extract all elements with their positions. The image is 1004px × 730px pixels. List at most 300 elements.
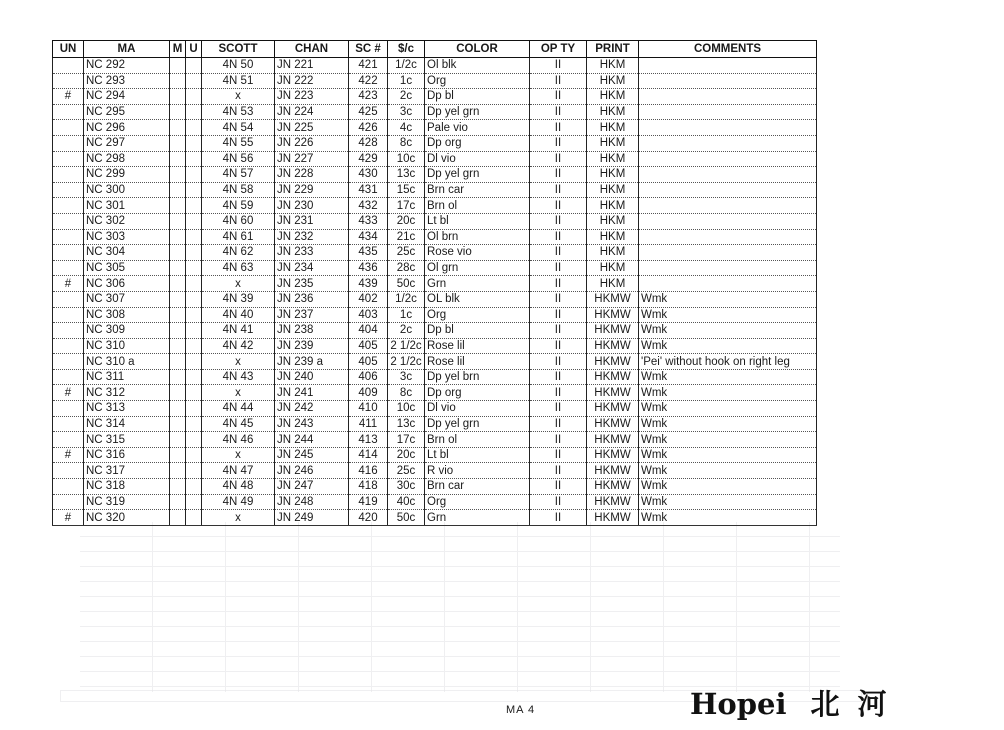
cell-ma: NC 318 — [84, 479, 170, 495]
cell-chan: JN 247 — [275, 479, 349, 495]
cell-print: HKM — [587, 120, 639, 136]
cell-u — [186, 494, 202, 510]
cell-m — [170, 447, 186, 463]
cell-color: Dp org — [425, 385, 530, 401]
cell-print: HKMW — [587, 432, 639, 448]
cell-comments: Wmk — [639, 416, 817, 432]
col-header-chan: CHAN — [275, 41, 349, 58]
cell-ma: NC 314 — [84, 416, 170, 432]
col-header-u: U — [186, 41, 202, 58]
cell-value: 8c — [388, 385, 425, 401]
cell-chan: JN 222 — [275, 73, 349, 89]
cell-m — [170, 151, 186, 167]
cell-print: HKMW — [587, 369, 639, 385]
cell-value: 1c — [388, 307, 425, 323]
cell-u — [186, 120, 202, 136]
cell-comments: Wmk — [639, 323, 817, 339]
cell-ma: NC 309 — [84, 323, 170, 339]
cell-op-ty: II — [530, 354, 587, 370]
cell-print: HKMW — [587, 323, 639, 339]
cell-scott: 4N 49 — [202, 494, 275, 510]
col-header-ma: MA — [84, 41, 170, 58]
cell-print: HKM — [587, 229, 639, 245]
cell-un — [53, 463, 84, 479]
table-row — [53, 58, 817, 74]
cell-u — [186, 369, 202, 385]
table-row — [53, 73, 817, 89]
cell-color: Brn car — [425, 182, 530, 198]
cell-op-ty: II — [530, 58, 587, 74]
cell-comments — [639, 182, 817, 198]
col-header-un: UN — [53, 41, 84, 58]
cell-ma: NC 304 — [84, 245, 170, 261]
cell-m — [170, 260, 186, 276]
cell-u — [186, 510, 202, 526]
cell-scott: 4N 62 — [202, 245, 275, 261]
cell-chan: JN 237 — [275, 307, 349, 323]
cell-ma: NC 319 — [84, 494, 170, 510]
cell-scott: x — [202, 276, 275, 292]
cell-sc-number: 432 — [349, 198, 388, 214]
cell-chan: JN 231 — [275, 213, 349, 229]
cell-un — [53, 307, 84, 323]
cell-sc-number: 419 — [349, 494, 388, 510]
table-row — [53, 89, 817, 105]
cell-chan: JN 235 — [275, 276, 349, 292]
cell-m — [170, 494, 186, 510]
cell-comments: Wmk — [639, 432, 817, 448]
cell-ma: NC 310 — [84, 338, 170, 354]
cell-value: 20c — [388, 447, 425, 463]
cell-value: 50c — [388, 276, 425, 292]
cell-color: Dp yel grn — [425, 104, 530, 120]
cell-m — [170, 229, 186, 245]
cell-comments: Wmk — [639, 479, 817, 495]
cell-chan: JN 224 — [275, 104, 349, 120]
cell-comments: Wmk — [639, 291, 817, 307]
cell-u — [186, 323, 202, 339]
cell-op-ty: II — [530, 510, 587, 526]
cell-color: Org — [425, 307, 530, 323]
cell-un — [53, 291, 84, 307]
cell-u — [186, 354, 202, 370]
cell-u — [186, 401, 202, 417]
cell-scott: x — [202, 510, 275, 526]
cell-comments — [639, 58, 817, 74]
cell-print: HKM — [587, 198, 639, 214]
cell-color: Dl vio — [425, 401, 530, 417]
cell-comments: Wmk — [639, 463, 817, 479]
cell-un — [53, 354, 84, 370]
cell-color: Ol grn — [425, 260, 530, 276]
cell-scott: x — [202, 354, 275, 370]
cell-ma: NC 298 — [84, 151, 170, 167]
cell-op-ty: II — [530, 229, 587, 245]
cell-print: HKMW — [587, 479, 639, 495]
cell-scott: 4N 40 — [202, 307, 275, 323]
cell-ma: NC 312 — [84, 385, 170, 401]
cell-print: HKM — [587, 182, 639, 198]
cell-u — [186, 291, 202, 307]
cell-print: HKM — [587, 260, 639, 276]
col-header-value: $/c — [388, 41, 425, 58]
cell-op-ty: II — [530, 120, 587, 136]
cell-scott: 4N 45 — [202, 416, 275, 432]
cell-un: # — [53, 89, 84, 105]
region-title-cn: 北河 — [810, 687, 905, 721]
cell-m — [170, 479, 186, 495]
cell-chan: JN 238 — [275, 323, 349, 339]
cell-comments: Wmk — [639, 494, 817, 510]
cell-m — [170, 198, 186, 214]
cell-un — [53, 73, 84, 89]
cell-sc-number: 433 — [349, 213, 388, 229]
cell-chan: JN 223 — [275, 89, 349, 105]
cell-sc-number: 416 — [349, 463, 388, 479]
cell-print: HKMW — [587, 338, 639, 354]
col-header-sc-number: SC # — [349, 41, 388, 58]
cell-print: HKM — [587, 104, 639, 120]
cell-op-ty: II — [530, 323, 587, 339]
cell-op-ty: II — [530, 260, 587, 276]
cell-un — [53, 120, 84, 136]
cell-color: Dp bl — [425, 89, 530, 105]
cell-color: OL blk — [425, 291, 530, 307]
cell-m — [170, 510, 186, 526]
table-body — [53, 58, 817, 526]
cell-chan: JN 248 — [275, 494, 349, 510]
cell-u — [186, 167, 202, 183]
cell-ma: NC 303 — [84, 229, 170, 245]
cell-chan: JN 234 — [275, 260, 349, 276]
cell-print: HKM — [587, 167, 639, 183]
cell-u — [186, 338, 202, 354]
col-header-scott: SCOTT — [202, 41, 275, 58]
cell-u — [186, 135, 202, 151]
cell-scott: 4N 58 — [202, 182, 275, 198]
cell-sc-number: 439 — [349, 276, 388, 292]
cell-comments: Wmk — [639, 447, 817, 463]
cell-value: 10c — [388, 151, 425, 167]
header-row — [53, 41, 817, 58]
cell-m — [170, 323, 186, 339]
cell-color: Lt bl — [425, 213, 530, 229]
cell-scott: 4N 60 — [202, 213, 275, 229]
cell-ma: NC 315 — [84, 432, 170, 448]
cell-print: HKMW — [587, 510, 639, 526]
cell-color: Pale vio — [425, 120, 530, 136]
cell-chan: JN 228 — [275, 167, 349, 183]
table-row — [53, 354, 817, 370]
cell-scott: 4N 63 — [202, 260, 275, 276]
cell-ma: NC 300 — [84, 182, 170, 198]
cell-color: Org — [425, 73, 530, 89]
table-row — [53, 369, 817, 385]
cell-ma: NC 295 — [84, 104, 170, 120]
cell-comments: Wmk — [639, 385, 817, 401]
cell-chan: JN 243 — [275, 416, 349, 432]
region-title — [690, 682, 905, 723]
table-row — [53, 135, 817, 151]
cell-un: # — [53, 385, 84, 401]
table-row — [53, 479, 817, 495]
bleed-through-grid — [80, 522, 840, 692]
table-row — [53, 510, 817, 526]
cell-ma: NC 310 a — [84, 354, 170, 370]
cell-m — [170, 385, 186, 401]
cell-chan: JN 221 — [275, 58, 349, 74]
cell-chan: JN 226 — [275, 135, 349, 151]
cell-sc-number: 423 — [349, 89, 388, 105]
cell-value: 15c — [388, 182, 425, 198]
cell-print: HKM — [587, 245, 639, 261]
table-row — [53, 260, 817, 276]
cell-value: 30c — [388, 479, 425, 495]
cell-sc-number: 403 — [349, 307, 388, 323]
cell-ma: NC 308 — [84, 307, 170, 323]
cell-value: 2c — [388, 89, 425, 105]
cell-value: 1/2c — [388, 58, 425, 74]
cell-value: 10c — [388, 401, 425, 417]
cell-sc-number: 406 — [349, 369, 388, 385]
table-row — [53, 338, 817, 354]
cell-chan: JN 232 — [275, 229, 349, 245]
cell-chan: JN 233 — [275, 245, 349, 261]
cell-u — [186, 151, 202, 167]
cell-m — [170, 104, 186, 120]
cell-un — [53, 167, 84, 183]
cell-scott: 4N 46 — [202, 432, 275, 448]
cell-u — [186, 276, 202, 292]
cell-color: Dp yel brn — [425, 369, 530, 385]
cell-u — [186, 385, 202, 401]
cell-op-ty: II — [530, 369, 587, 385]
cell-value: 2c — [388, 323, 425, 339]
cell-color: Org — [425, 494, 530, 510]
table-row — [53, 291, 817, 307]
cell-m — [170, 276, 186, 292]
cell-m — [170, 73, 186, 89]
cell-value: 1/2c — [388, 291, 425, 307]
cell-u — [186, 104, 202, 120]
cell-u — [186, 182, 202, 198]
cell-op-ty: II — [530, 338, 587, 354]
cell-m — [170, 58, 186, 74]
cell-print: HKM — [587, 276, 639, 292]
cell-op-ty: II — [530, 182, 587, 198]
cell-m — [170, 120, 186, 136]
table-row — [53, 213, 817, 229]
cell-ma: NC 293 — [84, 73, 170, 89]
cell-scott: x — [202, 89, 275, 105]
cell-print: HKMW — [587, 385, 639, 401]
cell-comments: Wmk — [639, 338, 817, 354]
cell-un — [53, 151, 84, 167]
col-header-comments: COMMENTS — [639, 41, 817, 58]
cell-value: 21c — [388, 229, 425, 245]
cell-un — [53, 58, 84, 74]
cell-chan: JN 225 — [275, 120, 349, 136]
cell-color: Dp yel grn — [425, 416, 530, 432]
cell-comments: Wmk — [639, 510, 817, 526]
cell-print: HKM — [587, 213, 639, 229]
cell-op-ty: II — [530, 104, 587, 120]
cell-value: 8c — [388, 135, 425, 151]
cell-un — [53, 213, 84, 229]
cell-color: Grn — [425, 276, 530, 292]
cell-u — [186, 73, 202, 89]
cell-ma: NC 299 — [84, 167, 170, 183]
cell-op-ty: II — [530, 463, 587, 479]
cell-sc-number: 414 — [349, 447, 388, 463]
table-row — [53, 245, 817, 261]
cell-u — [186, 307, 202, 323]
cell-op-ty: II — [530, 416, 587, 432]
cell-scott: 4N 43 — [202, 369, 275, 385]
cell-comments: 'Pei' without hook on right leg — [639, 354, 817, 370]
cell-m — [170, 213, 186, 229]
table-row — [53, 323, 817, 339]
cell-m — [170, 182, 186, 198]
cell-comments — [639, 167, 817, 183]
cell-comments — [639, 135, 817, 151]
cell-op-ty: II — [530, 276, 587, 292]
cell-u — [186, 229, 202, 245]
cell-scott: 4N 54 — [202, 120, 275, 136]
cell-value: 2 1/2c — [388, 354, 425, 370]
cell-comments: Wmk — [639, 401, 817, 417]
cell-u — [186, 89, 202, 105]
table-row — [53, 307, 817, 323]
cell-ma: NC 301 — [84, 198, 170, 214]
cell-comments — [639, 151, 817, 167]
table-row — [53, 182, 817, 198]
cell-un: # — [53, 447, 84, 463]
cell-un — [53, 479, 84, 495]
cell-scott: 4N 51 — [202, 73, 275, 89]
table-row — [53, 167, 817, 183]
cell-sc-number: 402 — [349, 291, 388, 307]
cell-value: 20c — [388, 213, 425, 229]
cell-sc-number: 436 — [349, 260, 388, 276]
cell-value: 4c — [388, 120, 425, 136]
cell-scott: 4N 50 — [202, 58, 275, 74]
cell-m — [170, 307, 186, 323]
cell-color: Rose vio — [425, 245, 530, 261]
cell-op-ty: II — [530, 307, 587, 323]
cell-print: HKMW — [587, 291, 639, 307]
cell-m — [170, 89, 186, 105]
cell-u — [186, 479, 202, 495]
cell-value: 40c — [388, 494, 425, 510]
cell-comments — [639, 245, 817, 261]
page-number: MA 4 — [506, 704, 536, 716]
cell-color: Dp yel grn — [425, 167, 530, 183]
cell-sc-number: 413 — [349, 432, 388, 448]
cell-chan: JN 244 — [275, 432, 349, 448]
cell-un: # — [53, 276, 84, 292]
cell-op-ty: II — [530, 151, 587, 167]
cell-u — [186, 213, 202, 229]
cell-value: 2 1/2c — [388, 338, 425, 354]
cell-comments — [639, 276, 817, 292]
cell-u — [186, 463, 202, 479]
cell-m — [170, 338, 186, 354]
cell-ma: NC 297 — [84, 135, 170, 151]
cell-m — [170, 416, 186, 432]
cell-scott: 4N 59 — [202, 198, 275, 214]
cell-color: Ol blk — [425, 58, 530, 74]
table-row — [53, 401, 817, 417]
cell-comments — [639, 89, 817, 105]
cell-sc-number: 435 — [349, 245, 388, 261]
cell-op-ty: II — [530, 89, 587, 105]
cell-op-ty: II — [530, 479, 587, 495]
cell-sc-number: 431 — [349, 182, 388, 198]
cell-color: Rose lil — [425, 354, 530, 370]
cell-sc-number: 420 — [349, 510, 388, 526]
cell-print: HKM — [587, 135, 639, 151]
cell-chan: JN 241 — [275, 385, 349, 401]
cell-comments — [639, 120, 817, 136]
cell-un — [53, 323, 84, 339]
cell-sc-number: 422 — [349, 73, 388, 89]
cell-op-ty: II — [530, 245, 587, 261]
cell-op-ty: II — [530, 135, 587, 151]
cell-un — [53, 338, 84, 354]
cell-value: 25c — [388, 463, 425, 479]
cell-un: # — [53, 510, 84, 526]
cell-color: R vio — [425, 463, 530, 479]
cell-op-ty: II — [530, 494, 587, 510]
cell-sc-number: 434 — [349, 229, 388, 245]
cell-chan: JN 230 — [275, 198, 349, 214]
cell-scott: x — [202, 385, 275, 401]
cell-un — [53, 245, 84, 261]
cell-comments — [639, 198, 817, 214]
stamp-catalog-table — [52, 40, 817, 526]
cell-scott: 4N 39 — [202, 291, 275, 307]
cell-scott: 4N 55 — [202, 135, 275, 151]
cell-print: HKMW — [587, 416, 639, 432]
cell-un — [53, 198, 84, 214]
cell-sc-number: 404 — [349, 323, 388, 339]
cell-chan: JN 227 — [275, 151, 349, 167]
cell-comments — [639, 260, 817, 276]
cell-comments — [639, 229, 817, 245]
cell-op-ty: II — [530, 213, 587, 229]
cell-ma: NC 302 — [84, 213, 170, 229]
region-title-en: Hopei — [690, 687, 787, 721]
cell-color: Grn — [425, 510, 530, 526]
cell-print: HKM — [587, 151, 639, 167]
cell-ma: NC 311 — [84, 369, 170, 385]
cell-value: 3c — [388, 104, 425, 120]
cell-chan: JN 229 — [275, 182, 349, 198]
cell-print: HKM — [587, 89, 639, 105]
cell-scott: 4N 56 — [202, 151, 275, 167]
cell-comments — [639, 104, 817, 120]
cell-op-ty: II — [530, 198, 587, 214]
bleed-through-title — [760, 4, 779, 45]
cell-color: Dp org — [425, 135, 530, 151]
cell-color: Lt bl — [425, 447, 530, 463]
cell-chan: JN 245 — [275, 447, 349, 463]
cell-print: HKM — [587, 58, 639, 74]
cell-scott: x — [202, 447, 275, 463]
cell-scott: 4N 41 — [202, 323, 275, 339]
cell-ma: NC 306 — [84, 276, 170, 292]
